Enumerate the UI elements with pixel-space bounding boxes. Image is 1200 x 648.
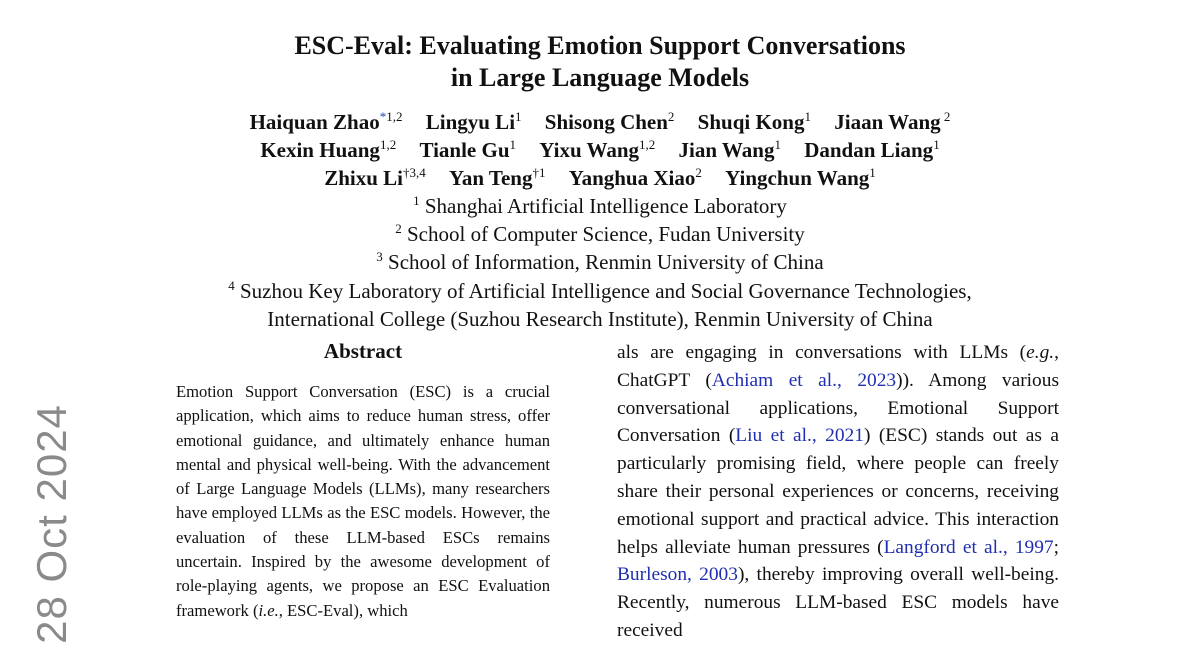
citation-link[interactable]: Liu et al., 2021: [735, 425, 864, 447]
abstract-heading: Abstract: [323, 339, 403, 363]
author: Tianle Gu$^1$: [419, 137, 516, 162]
affiliation: $^4$ Suzhou Key Laboratory of Artificial Intelligence and Social Governance Technologies,: [228, 277, 972, 303]
intro-text: als are engaging in conversations with LLMs (e.g., ChatGPT (Achiam et al., 2023)). Among various conversational applications, Emotional Support Conversation (Liu et al., 2021) (ESC) stands out as a particularly promising field, where people can freely share their personal experiences or concerns, receiving emotional support and practical advice. This interaction helps alleviate human pressures (Langford et al., 1997; Burleson, 2003), thereby improving overall well-being. Recently, numerous LLM-based ESC models have received: [617, 342, 1059, 641]
affiliation-list: [0, 192, 1200, 333]
citation-link[interactable]: Achiam et al., 2023: [711, 369, 897, 391]
author: Shisong Chen$^2$: [544, 109, 675, 134]
paper-title: [0, 30, 1200, 94]
side-date-text: 28 Oct 2024: [28, 404, 76, 644]
author-row-3: [0, 164, 1200, 192]
title-line-1: ESC-Eval: Evaluating Emotion Support Conversations: [294, 31, 906, 60]
affiliation: $^2$ School of Computer Science, Fudan University: [395, 221, 805, 247]
author-row-1: [0, 108, 1200, 136]
author: Shuqi Kong$^1$: [697, 109, 811, 134]
citation-link[interactable]: Langford et al., 1997: [883, 536, 1054, 558]
author: Lingyu Li$^1$: [425, 109, 522, 134]
author: Yan Teng$^{\dagger 1}$: [449, 165, 546, 190]
abstract-body: Emotion Support Conversation (ESC) is a crucial application, which aims to reduce human stress, offer emotional guidance, and ultimately enhance human mental and physical well-being. With the advancement of Large Language Models (LLMs), many researchers have employed LLMs as the ESC models. However, the evaluation of these LLM-based ESCs remains uncertain. Inspired by the awesome development of role-playing agents, we propose an ESC Evaluation framework (i.e., ESC-Eval), which: [176, 382, 550, 620]
author: Yingchun Wang$^1$: [725, 165, 876, 190]
citation-link[interactable]: Burleson, 2003: [617, 564, 738, 586]
arxiv-side-date: [28, 404, 76, 644]
author: Haiquan Zhao$^{*1,2}$: [249, 109, 403, 134]
affiliation: $^1$ Shanghai Artificial Intelligence Laboratory: [413, 193, 787, 218]
author-list: [0, 108, 1200, 192]
corresponding-mark[interactable]: *: [379, 109, 387, 124]
author: Zhixu Li$^{\dagger 3,4}$: [324, 165, 426, 190]
author: Dandan Liang$^1$: [804, 137, 940, 162]
author-row-2: [0, 136, 1200, 164]
author: Jian Wang$^1$: [678, 137, 781, 162]
affiliation: $^3$ School of Information, Renmin University of China: [376, 249, 824, 275]
affiliation-continued: International College (Suzhou Research Institute), Renmin University of China: [267, 306, 933, 331]
author: Yixu Wang$^{1,2}$: [539, 137, 656, 162]
author: Yanghua Xiao$^2$: [568, 165, 702, 190]
author: Kexin Huang$^{1,2}$: [260, 137, 397, 162]
author: Jiaan Wang $^2$: [834, 109, 951, 134]
title-line-2: in Large Language Models: [450, 63, 750, 92]
